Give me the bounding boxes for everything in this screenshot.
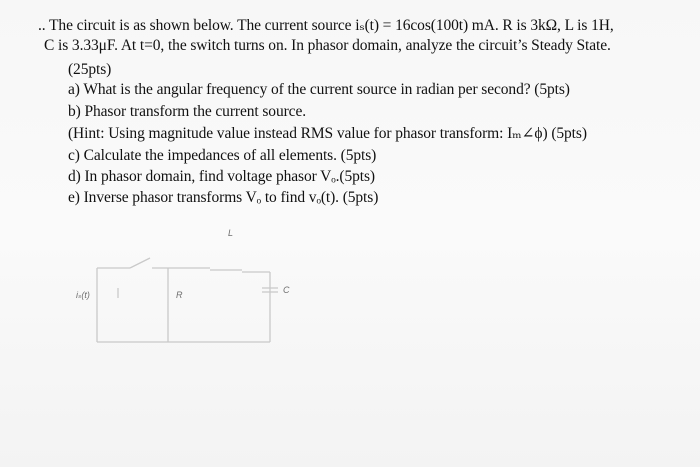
question-b: b) Phasor transform the current source. [68, 103, 306, 120]
question-e: e) Inverse phasor transforms Vₒ to find vₒ(t). (5pts) [68, 189, 379, 206]
current-source-label: iₛ(t) [76, 290, 90, 300]
inductor-label: L [228, 228, 234, 238]
question-a: a) What is the angular frequency of the current source in radian per second? (5pts) [68, 81, 570, 98]
question-b-hint: (Hint: Using magnitude value instead RMS value for phasor transform: Iₘ∠ϕ) (5pts) [68, 125, 587, 142]
switch-icon [130, 258, 150, 268]
problem-points: (25pts) [68, 61, 112, 78]
problem-line-1: .. The circuit is as shown below. The current source iₛ(t) = 16cos(100t) mA. R is 3kΩ, L is 1H, [38, 17, 614, 34]
question-c: c) Calculate the impedances of all elements. (5pts) [68, 147, 377, 164]
resistor-label: R [176, 290, 183, 300]
problem-line-2: C is 3.33μF. At t=0, the switch turns on. In phasor domain, analyze the circuit’s Steady State. [44, 37, 611, 54]
question-d: d) In phasor domain, find voltage phasor Vₒ.(5pts) [68, 168, 375, 185]
capacitor-label: C [283, 285, 290, 295]
